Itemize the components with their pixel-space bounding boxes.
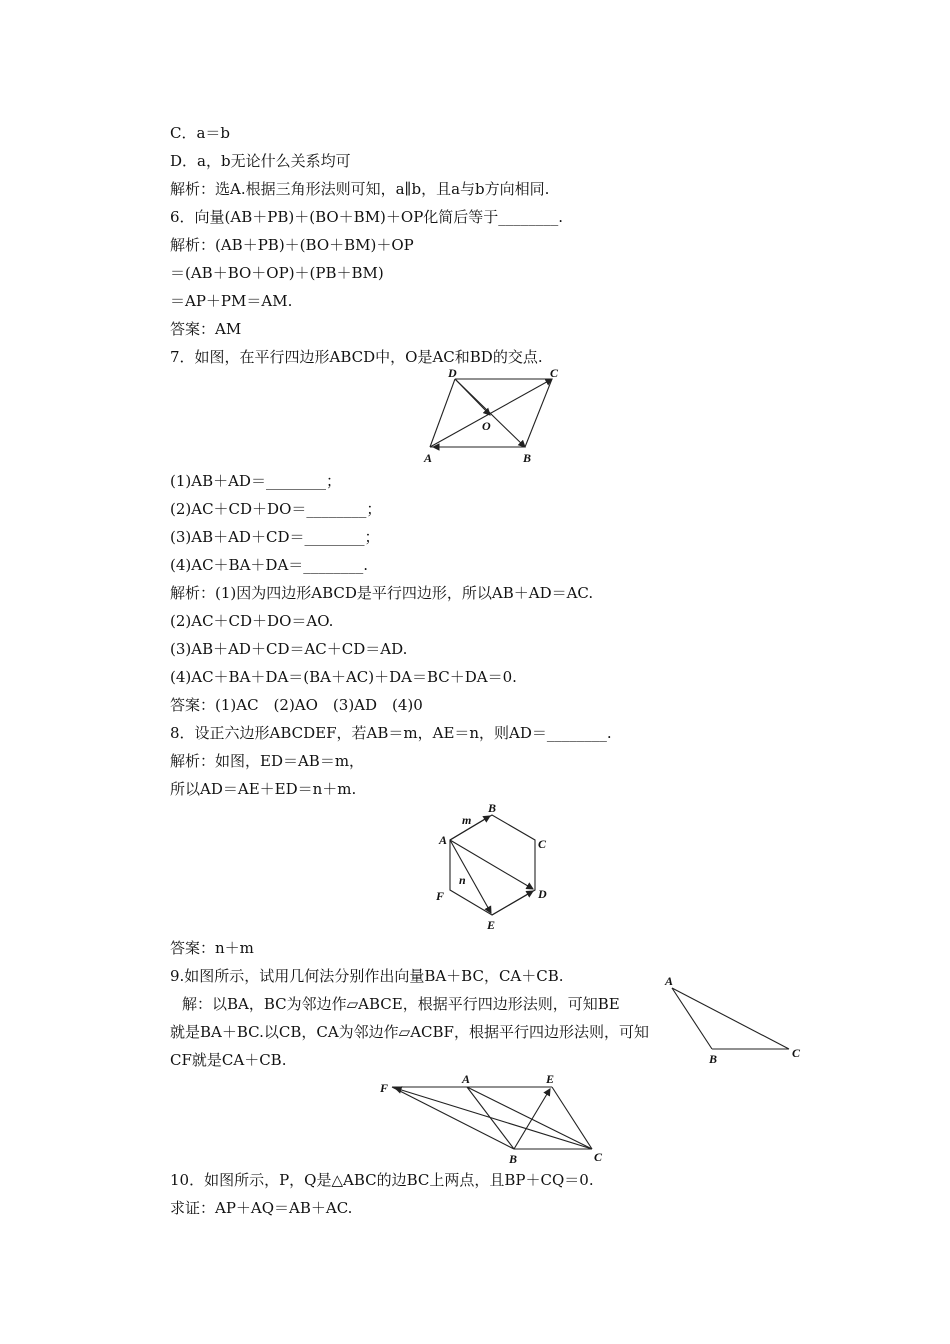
analysis-7-part2: (2)AC＋CD＋DO＝AO. (170, 612, 334, 630)
vec-do (455, 379, 490, 415)
hex-label-m: m (462, 813, 472, 827)
analysis-7-part3: (3)AB＋AD＋CD＝AC＋CD＝AD. (170, 640, 408, 658)
analysis-6-line2: ＝(AB＋BO＋OP)＋(PB＋BM) (170, 264, 384, 282)
analysis-6-line1: 解析：(AB＋PB)＋(BO＋BM)＋OP (170, 236, 414, 254)
hex-label-b: B (488, 801, 497, 815)
vec-ed (492, 891, 533, 915)
solution-9-line1: 解：以BA，BC为邻边作▱ABCE，根据平行四边形法则，可知BE (182, 995, 620, 1013)
q7-part3: (3)AB＋AD＋CD＝________； (170, 528, 380, 546)
hex-label-c: C (538, 837, 547, 851)
analysis-7-part1: 解析：(1)因为四边形ABCD是平行四边形，所以AB＋AD＝AC. (170, 584, 594, 602)
tri-edge-ac (672, 988, 789, 1049)
hex-label-e: E (487, 918, 496, 932)
label-b: B (523, 451, 532, 465)
edge-fb (392, 1087, 514, 1149)
hexagon-figure (430, 800, 555, 932)
option-d: D．a，b无论什么关系均可 (170, 152, 351, 170)
con-label-b: B (509, 1152, 518, 1166)
analysis-7-part4: (4)AC＋BA＋DA＝(BA＋AC)＋DA＝BC＋DA＝0. (170, 668, 517, 686)
label-a: A (424, 451, 433, 465)
label-c: C (550, 367, 559, 380)
question-8: 8．设正六边形ABCDEF，若AB＝m，AE＝n，则AD＝________. (170, 724, 612, 742)
question-7: 7．如图，在平行四边形ABCD中，O是AC和BD的交点. (170, 348, 543, 366)
question-10: 10．如图所示，P，Q是△ABC的边BC上两点，且BP＋CQ＝0. (170, 1171, 594, 1189)
hex-label-a: A (439, 833, 448, 847)
edge-ec (552, 1087, 592, 1149)
answer-7: 答案：(1)AC (2)AO (3)AD (4)0 (170, 696, 423, 714)
triangle-figure (656, 970, 806, 1065)
con-label-f: F (380, 1081, 389, 1095)
con-label-a: A (462, 1072, 471, 1086)
question-9: 9.如图所示，试用几何法分别作出向量BA＋BC，CA＋CB. (170, 967, 564, 985)
answer-6: 答案：AM (170, 320, 242, 338)
edge-ac2 (467, 1087, 592, 1149)
analysis-6-line3: ＝AP＋PM＝AM. (170, 292, 293, 310)
answer-8: 答案：n＋m (170, 939, 254, 957)
tri-label-c: C (792, 1046, 801, 1060)
edge-ad (430, 379, 455, 447)
label-d: D (448, 367, 457, 380)
analysis-8-line2: 所以AD＝AE＋ED＝n＋m. (170, 780, 357, 798)
construction-figure (374, 1072, 606, 1167)
parallelogram-figure (410, 367, 570, 467)
edge-bc (525, 379, 552, 447)
tri-edge-ab (672, 988, 712, 1049)
tri-label-a: A (665, 974, 674, 988)
hex-label-f: F (436, 889, 445, 903)
q7-part1: (1)AB＋AD＝________； (170, 472, 341, 490)
tri-label-b: B (709, 1052, 718, 1065)
label-o: O (482, 419, 491, 433)
vec-be (514, 1089, 550, 1149)
q7-part4: (4)AC＋BA＋DA＝________. (170, 556, 369, 574)
diag-ac (430, 379, 552, 447)
vec-cf (395, 1088, 592, 1149)
hex-label-n: n (459, 873, 466, 887)
q7-part2: (2)AC＋CD＋DO＝________； (170, 500, 382, 518)
con-label-c: C (594, 1150, 603, 1164)
hex-label-d: D (538, 887, 547, 901)
option-c: C．a＝b (170, 124, 231, 142)
analysis-5: 解析：选A.根据三角形法则可知，a∥b，且a与b方向相同. (170, 180, 550, 198)
prove-10: 求证：AP＋AQ＝AB＋AC. (170, 1199, 353, 1217)
question-6: 6．向量(AB＋PB)＋(BO＋BM)＋OP化简后等于________. (170, 208, 564, 226)
solution-9-line2: 就是BA＋BC.以CB，CA为邻边作▱ACBF，根据平行四边形法则，可知 (170, 1023, 649, 1041)
analysis-8-line1: 解析：如图，ED＝AB＝m， (170, 752, 365, 770)
solution-9-line3: CF就是CA＋CB. (170, 1051, 287, 1069)
con-label-e: E (546, 1072, 555, 1086)
